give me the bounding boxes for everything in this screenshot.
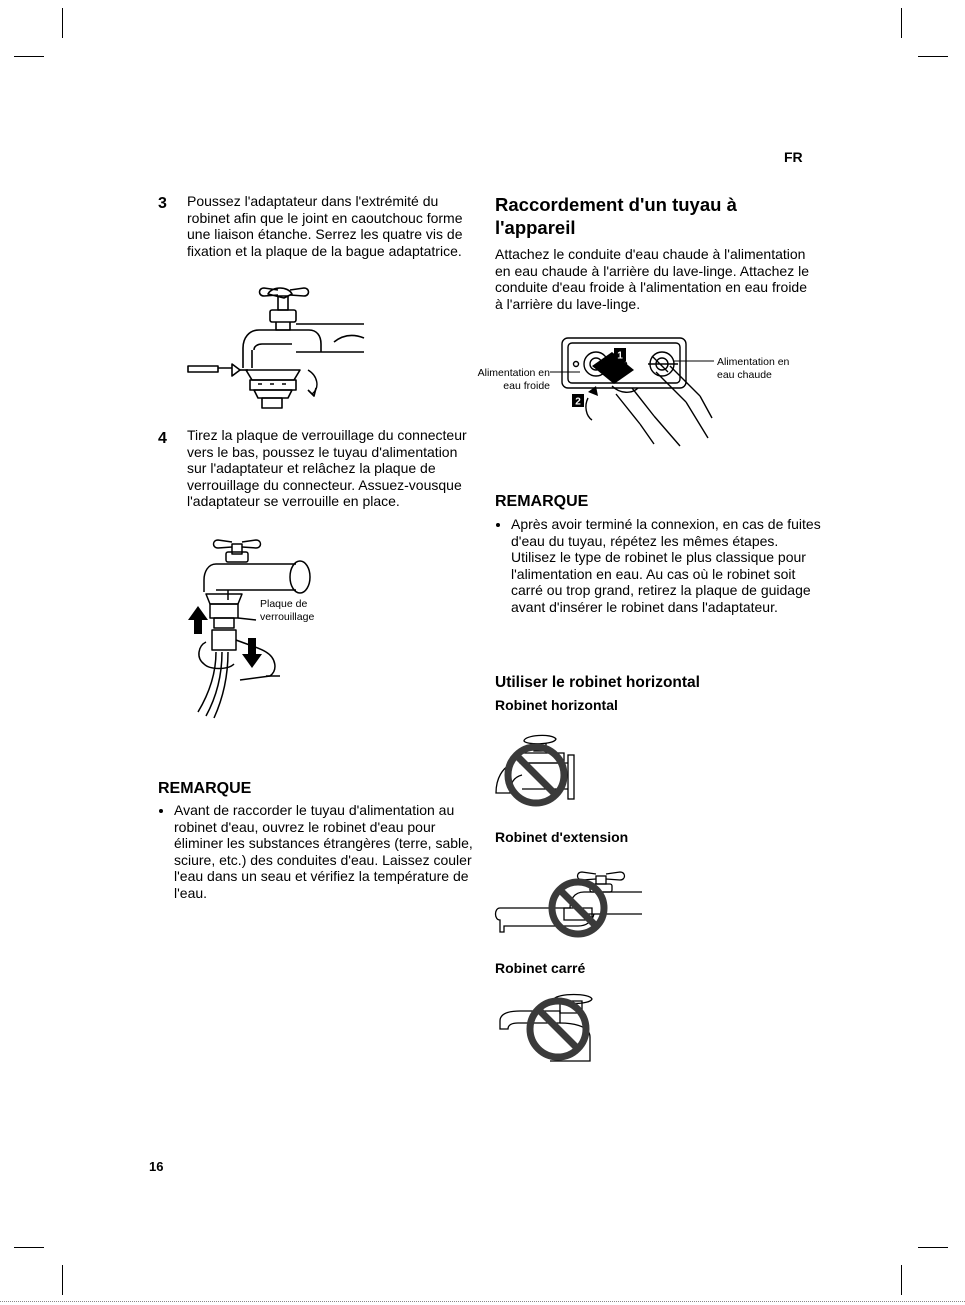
step-4-text: Tirez la plaque de verrouillage du connecteur vers le bas, poussez le tuyau d'alimentation sur l'adaptateur et relâchez la plaque de verrouillage du connecteur. Assuez-vousque l'adaptateur se verrouille en place.: [187, 427, 467, 510]
left-note-title: REMARQUE: [158, 780, 252, 797]
locking-plate-label: Plaque de verrouillage: [260, 598, 315, 623]
crop-mark: [918, 1247, 948, 1248]
cold-water-label: Alimentation en eau froide: [477, 367, 550, 392]
diagram-badge-2: 2: [575, 396, 581, 408]
horizontal-faucet-no-sign: [494, 733, 584, 807]
crop-mark: [62, 1265, 63, 1295]
crop-mark: [901, 1265, 902, 1295]
diagram-badge-1: 1: [617, 350, 623, 362]
crop-mark: [14, 56, 44, 57]
language-code: FR: [784, 149, 803, 165]
step-3-text: Poussez l'adaptateur dans l'extrémité du robinet afin que le joint en caoutchouc forme une liaison étanche. Serrez les quatre vis de fixation et la plaque de la bague adaptatrice.: [187, 193, 463, 259]
faucet-horizontal-label: Robinet horizontal: [495, 697, 618, 713]
section-title: Raccordement d'un tuyau à l'appareil: [495, 194, 737, 238]
extension-faucet-no-sign: [494, 866, 644, 940]
square-faucet-no-sign: [494, 993, 604, 1067]
hot-water-label: Alimentation en eau chaude: [717, 356, 790, 381]
bottom-dotted-rule: [0, 1301, 965, 1302]
faucet-extension-label: Robinet d'extension: [495, 829, 629, 845]
page-number: 16: [149, 1159, 164, 1174]
left-note-item: • Avant de raccorder le tuyau d'alimentation au robinet d'eau, ouvrez le robinet d'eau pour éliminer les substances étrangères (terre, sable, sciure, etc.) des conduites d'eau. Laissez couler l'eau dans un seau et vérifiez la température de l'eau.: [174, 802, 488, 902]
locking-plate-illustration: [186, 536, 316, 722]
right-note-list: [496, 516, 823, 616]
adapter-faucet-illustration: [184, 286, 374, 412]
crop-mark: [918, 56, 948, 57]
crop-mark: [901, 8, 902, 38]
faucet-square-label: Robinet carré: [495, 960, 586, 976]
crop-mark: [62, 8, 63, 38]
step-3-number: 3: [158, 195, 167, 212]
right-note-item: • Après avoir terminé la connexion, en cas de fuites d'eau du tuyau, répétez les mêmes étapes. Utilisez le type de robinet le plus classique pour l'alimentation en eau. Au cas où le robinet soit carré ou trop grand, retirez la plaque de guidage avant d'insérer le robinet dans l'adaptateur.: [511, 516, 823, 616]
crop-mark: [14, 1247, 44, 1248]
subsection-title: Utiliser le robinet horizontal: [495, 674, 700, 691]
right-note-title: REMARQUE: [495, 493, 589, 510]
step-4-number: 4: [158, 430, 167, 447]
hose-connection-diagram: [552, 334, 722, 446]
intro-text: Attachez le conduite d'eau chaude à l'alimentation en eau chaude à l'arrière du lave-linge. Attachez le conduite d'eau froide à l'alimentation en eau froide à l'arrière du lave-linge.: [495, 246, 809, 312]
left-note-list: [159, 802, 488, 902]
